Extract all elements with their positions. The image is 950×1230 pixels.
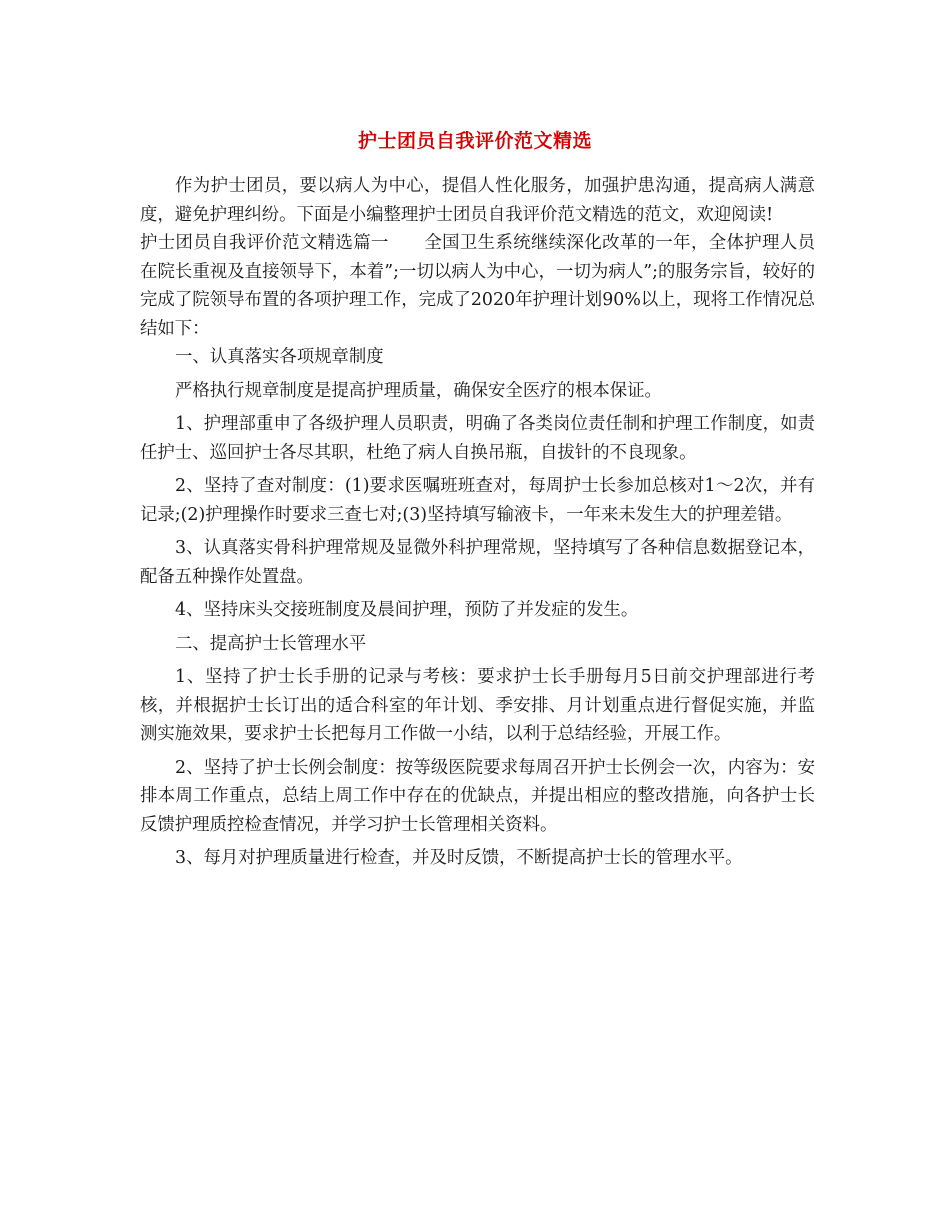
section-heading-2: 二、提高护士长管理水平 xyxy=(175,633,367,654)
paragraph-rules: 严格执行规章制度是提高护理质量，确保安全医疗的根本保证。 xyxy=(175,380,662,401)
document-title: 护士团员自我评价范文精选 xyxy=(357,130,592,152)
list-item-1-4: 4、坚持床头交接班制度及晨间护理，预防了并发症的发生。 xyxy=(175,600,639,620)
list-item-1-1: 1、护理部重申了各级护理人员职责，明确了各类岗位责任制和护理工作制度，如责任护士、巡回护士各尽其职，杜绝了病人自换吊瓶，自拔针的不良现象。 xyxy=(140,414,815,463)
document-body xyxy=(140,172,815,873)
list-item-2-1: 1、坚持了护士长手册的记录与考核：要求护士长手册每月5日前交护理部进行考核，并根据护士长订出的适合科室的年计划、季安排、月计划重点进行督促实施，并监测实施效果，要求护士长把每月工作做一小结，以利于总结经验，开展工作。 xyxy=(140,667,815,744)
list-item-1-3: 3、认真落实骨科护理常规及显微外科护理常规，坚持填写了各种信息数据登记本，配备五种操作处置盘。 xyxy=(140,538,815,587)
list-item-2-3: 3、每月对护理质量进行检查，并及时反馈，不断提高护士长的管理水平。 xyxy=(175,848,743,868)
paragraph-article-one-opening: 护士团员自我评价范文精选篇一 全国卫生系统继续深化改革的一年，全体护理人员在院长重视及直接领导下，本着”;一切以病人为中心，一切为病人”;的服务宗旨，较好的完成了院领导布置的各项护理工作，完成了2020年护理计划90%以上，现将工作情况总结如下： xyxy=(140,233,815,339)
section-heading-1: 一、认真落实各项规章制度 xyxy=(175,347,384,367)
list-item-1-2: 2、坚持了查对制度：(1)要求医嘱班班查对，每周护士长参加总核对1～2次，并有记录;(2)护理操作时要求三查七对;(3)坚持填写输液卡，一年来未发生大的护理差错。 xyxy=(140,476,815,525)
paragraph-intro: 作为护士团员，要以病人为中心，提倡人性化服务，加强护患沟通，提高病人满意度，避免护理纠纷。下面是小编整理护士团员自我评价范文精选的范文，欢迎阅读! xyxy=(140,176,815,225)
list-item-2-2: 2、坚持了护士长例会制度：按等级医院要求每周召开护士长例会一次，内容为：安排本周工作重点，总结上周工作中存在的优缺点，并提出相应的整改措施，向各护士长反馈护理质控检查情况，并学习护士长管理相关资料。 xyxy=(140,757,815,835)
